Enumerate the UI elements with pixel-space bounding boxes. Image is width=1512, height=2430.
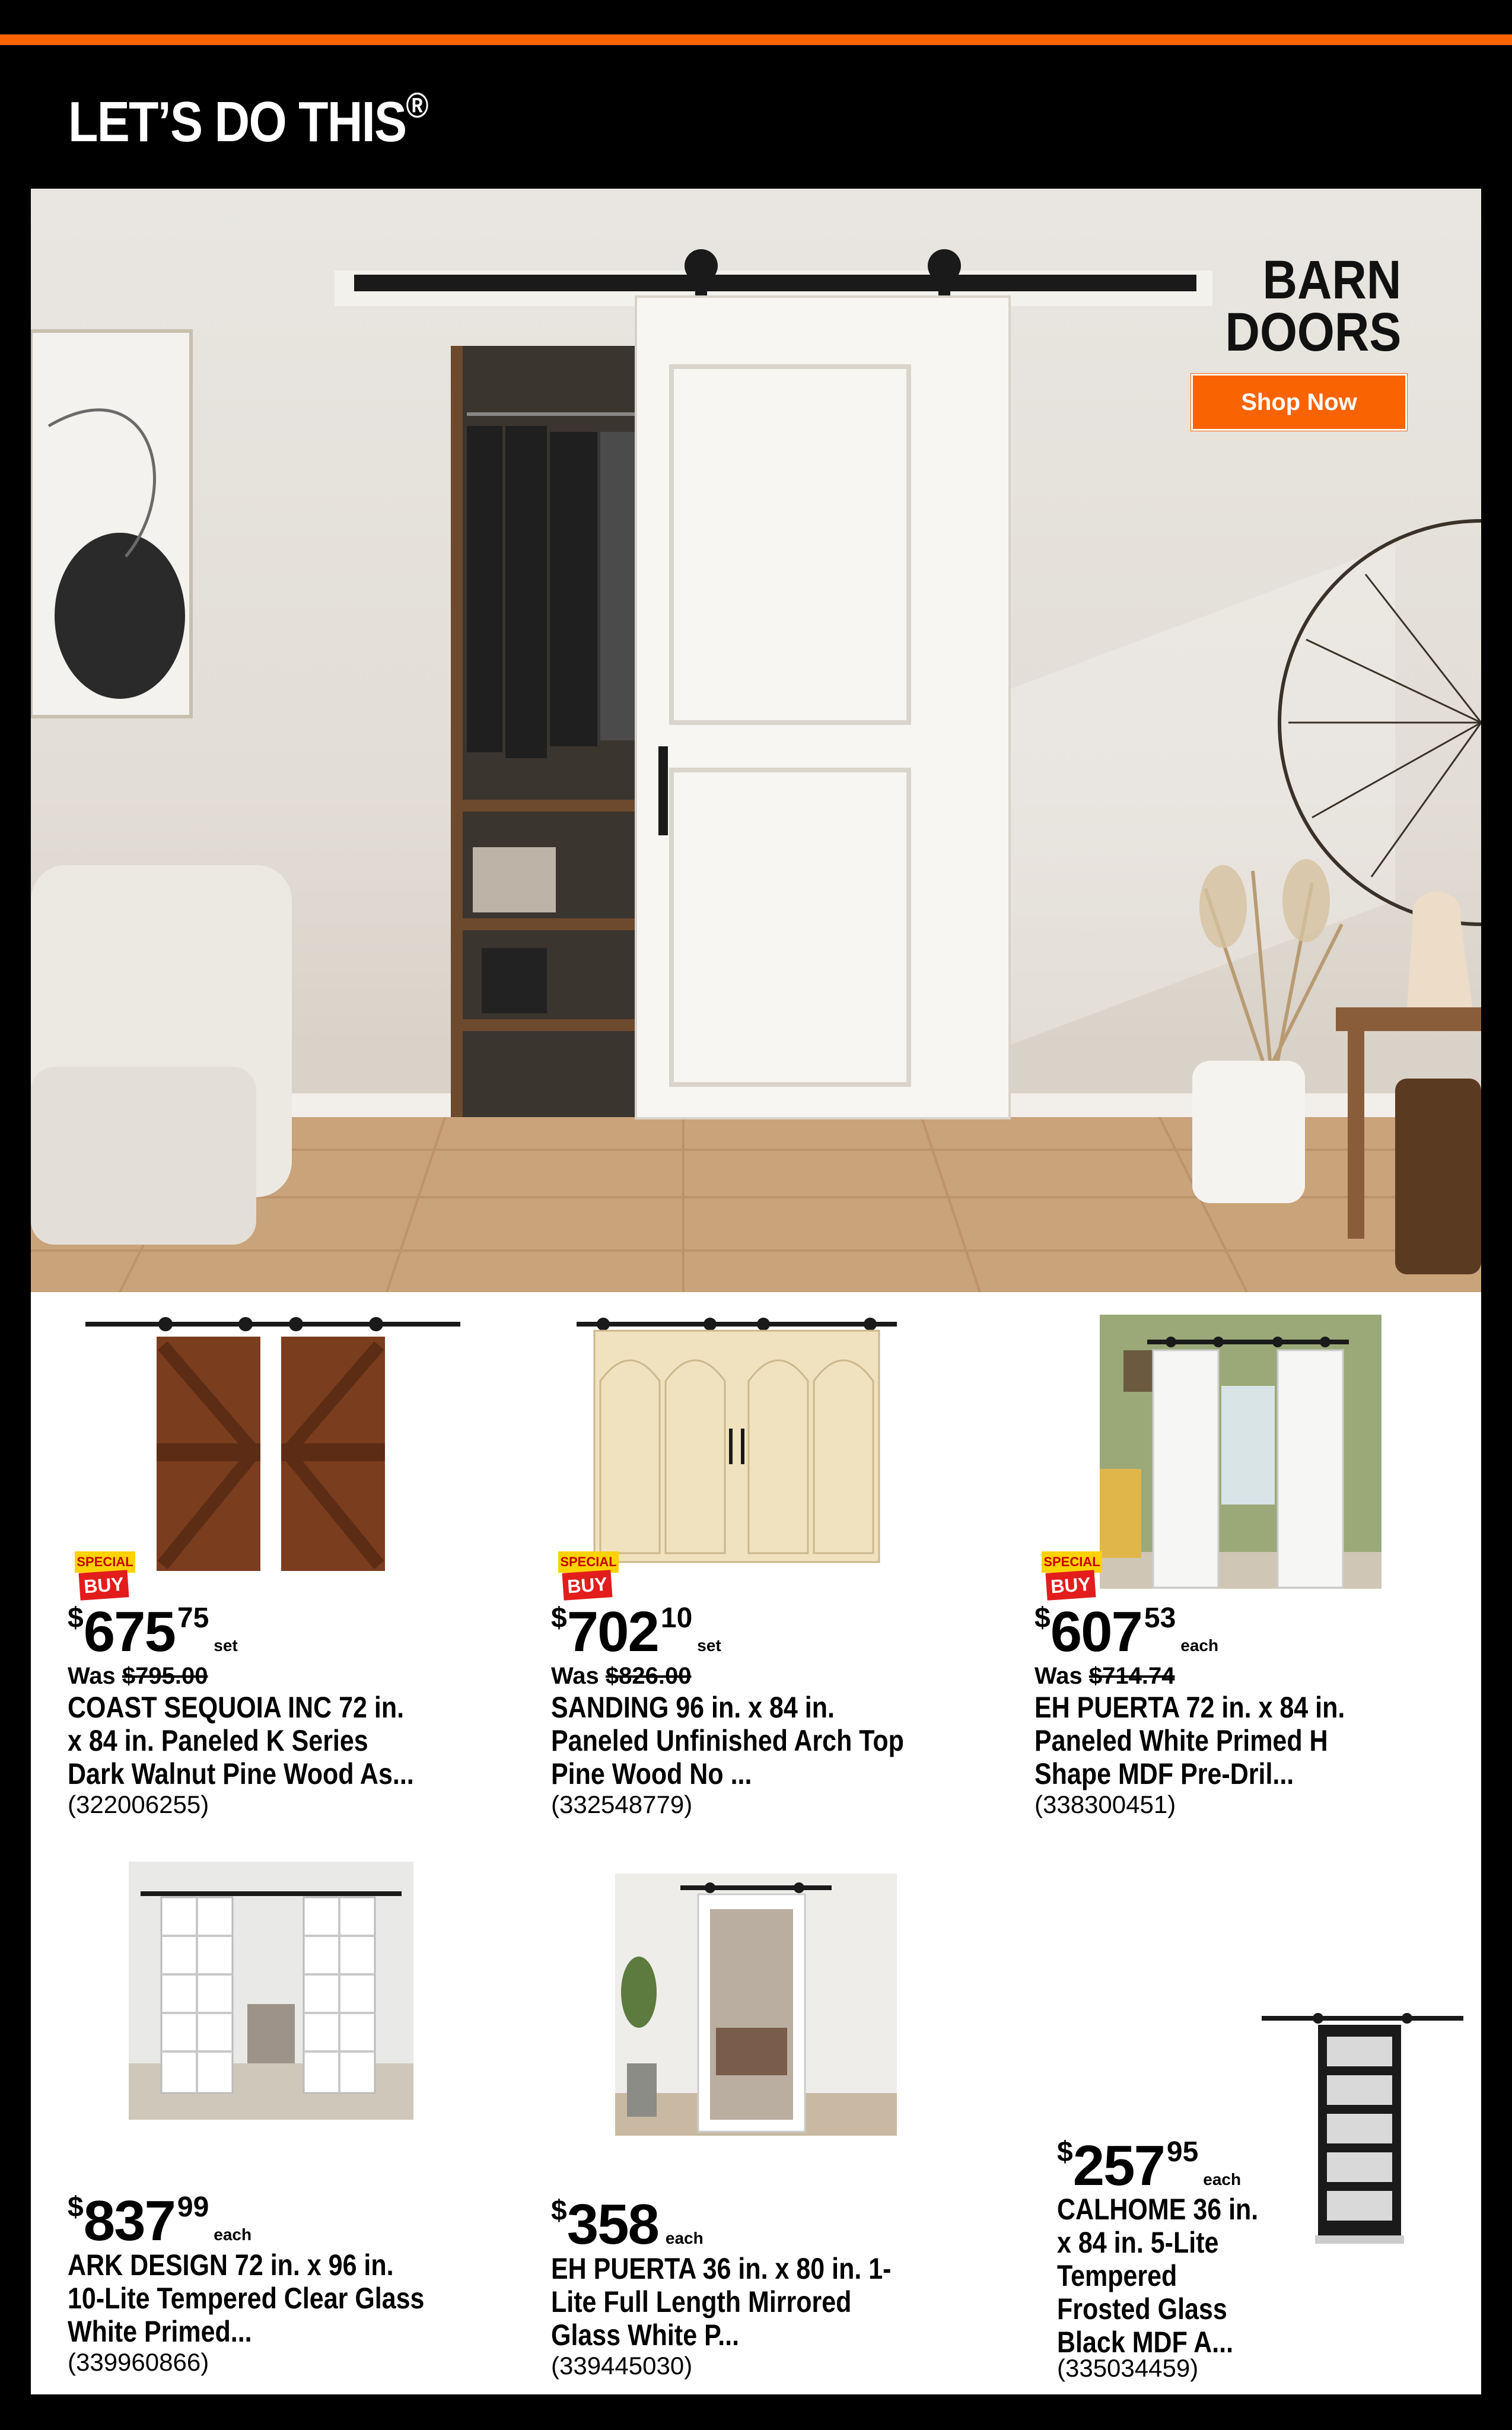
was-price: Was $795.00 — [68, 1663, 208, 1689]
was-price: Was $826.00 — [551, 1663, 692, 1689]
page-title: LET’S DO THIS® — [68, 85, 428, 154]
product-sku: (322006255) — [68, 1790, 209, 1818]
product-sku: (332548779) — [551, 1790, 693, 1818]
product-price: $83799each — [68, 2189, 252, 2253]
product-card[interactable] — [514, 1838, 998, 2394]
product-card[interactable] — [31, 1838, 514, 2394]
product-grid — [31, 1292, 1481, 2394]
product-name[interactable]: COAST SEQUOIA INC 72 in. x 84 in. Paneled K Series Dark Walnut Pine Wood As... — [68, 1691, 414, 1790]
hero-banner[interactable] — [31, 189, 1481, 1292]
special-buy-badge: SPECIAL BUY — [75, 1551, 135, 1604]
product-card[interactable] — [998, 1292, 1481, 1826]
product-sku: (335034459) — [1057, 2354, 1199, 2382]
product-price: $358 each — [551, 2193, 704, 2256]
product-image — [1100, 1315, 1382, 1589]
brand-stripe — [0, 34, 1512, 45]
product-name[interactable]: SANDING 96 in. x 84 in. Paneled Unfinished Arch Top Pine Wood No ... — [551, 1691, 904, 1790]
product-sku: (339445030) — [551, 2352, 693, 2380]
product-price: $25795each — [1057, 2134, 1242, 2197]
product-image — [85, 1310, 460, 1571]
shop-now-button[interactable]: Shop Now — [1191, 374, 1407, 431]
product-image — [574, 1310, 900, 1565]
product-sku: (338300451) — [1034, 1790, 1176, 1818]
special-buy-badge: SPECIAL BUY — [558, 1551, 619, 1604]
product-name[interactable]: CALHOME 36 in. x 84 in. 5-Lite Tempered Frosted Glass Black MDF A... — [1057, 2193, 1259, 2359]
product-image — [129, 1862, 413, 2120]
product-name[interactable]: EH PUERTA 72 in. x 84 in. Paneled White Primed H Shape MDF Pre-Dril... — [1034, 1691, 1345, 1790]
product-image — [615, 1874, 897, 2136]
product-image — [1259, 1998, 1466, 2247]
product-name[interactable]: ARK DESIGN 72 in. x 96 in. 10-Lite Tempered Clear Glass White Primed... — [68, 2248, 425, 2348]
product-card[interactable] — [31, 1292, 514, 1826]
product-name[interactable]: EH PUERTA 36 in. x 80 in. 1-Lite Full Length Mirrored Glass White P... — [551, 2252, 892, 2352]
product-price: $70210set — [551, 1600, 721, 1664]
product-card[interactable] — [998, 1838, 1481, 2394]
was-price: Was $714.74 — [1034, 1663, 1175, 1689]
product-price: $60753each — [1034, 1600, 1219, 1664]
product-card[interactable] — [514, 1292, 998, 1826]
product-sku: (339960866) — [68, 2348, 209, 2376]
special-buy-badge: SPECIAL BUY — [1042, 1551, 1102, 1604]
product-price: $67575set — [68, 1600, 238, 1664]
hero-title: BARN DOORS — [1225, 250, 1401, 362]
